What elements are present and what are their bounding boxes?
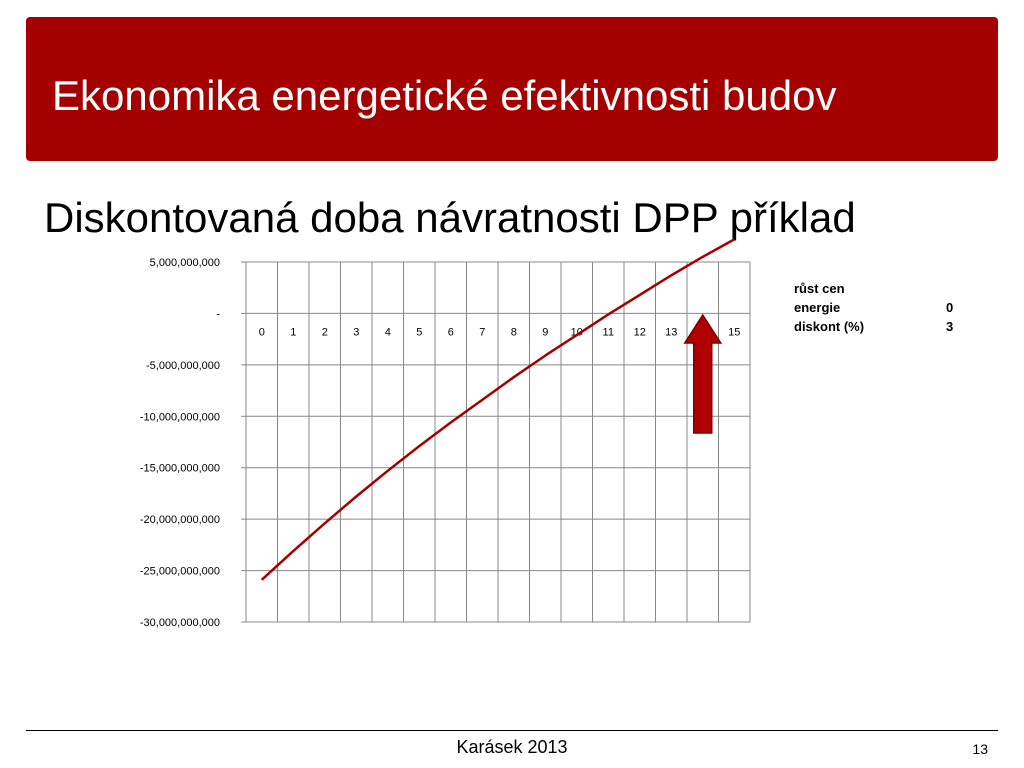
x-tick-label: 2 [321, 326, 328, 339]
param-row-discount [794, 319, 954, 334]
param-row-growth [794, 281, 845, 296]
param-row-energy [794, 300, 954, 315]
x-tick-label: 4 [384, 326, 391, 339]
x-tick-label: 0 [258, 326, 265, 339]
x-tick-label: 9 [542, 326, 549, 339]
y-tick-label: -15,000,000,000 [139, 462, 220, 475]
x-tick-label: 5 [416, 326, 423, 339]
x-tick-label: 15 [728, 326, 741, 339]
slide-title: Ekonomika energetické efektivnosti budov [52, 72, 837, 119]
x-tick-label: 1 [290, 326, 297, 339]
param-value: 0 [946, 300, 954, 315]
slide-subtitle: Diskontovaná doba návratnosti DPP příklad [44, 194, 856, 241]
x-tick-label: 11 [602, 326, 614, 339]
y-tick-label: - [216, 308, 220, 321]
x-tick-label: 10 [570, 326, 583, 339]
x-tick-label: 8 [510, 326, 517, 339]
up-arrow-annotation [685, 315, 721, 433]
x-tick-label: 7 [479, 326, 486, 339]
x-tick-label: 12 [633, 326, 646, 339]
param-label: růst cen [794, 281, 845, 296]
footer-divider [26, 730, 998, 731]
y-tick-label: -30,000,000,000 [139, 617, 220, 629]
x-tick-label: 3 [353, 326, 360, 339]
x-tick-label: 13 [665, 326, 678, 339]
y-tick-label: -25,000,000,000 [139, 565, 220, 578]
x-tick-label: 6 [447, 326, 454, 339]
page-number: 13 [972, 741, 988, 757]
footer-author: Karásek 2013 [456, 737, 568, 757]
y-tick-label: -10,000,000,000 [139, 411, 220, 424]
param-label: diskont (%) [794, 319, 865, 334]
y-tick-label: 5,000,000,000 [149, 257, 220, 269]
y-tick-label: -5,000,000,000 [145, 359, 220, 372]
param-label: energie [794, 300, 841, 315]
param-value: 3 [946, 319, 954, 334]
y-tick-label: -20,000,000,000 [139, 514, 220, 527]
